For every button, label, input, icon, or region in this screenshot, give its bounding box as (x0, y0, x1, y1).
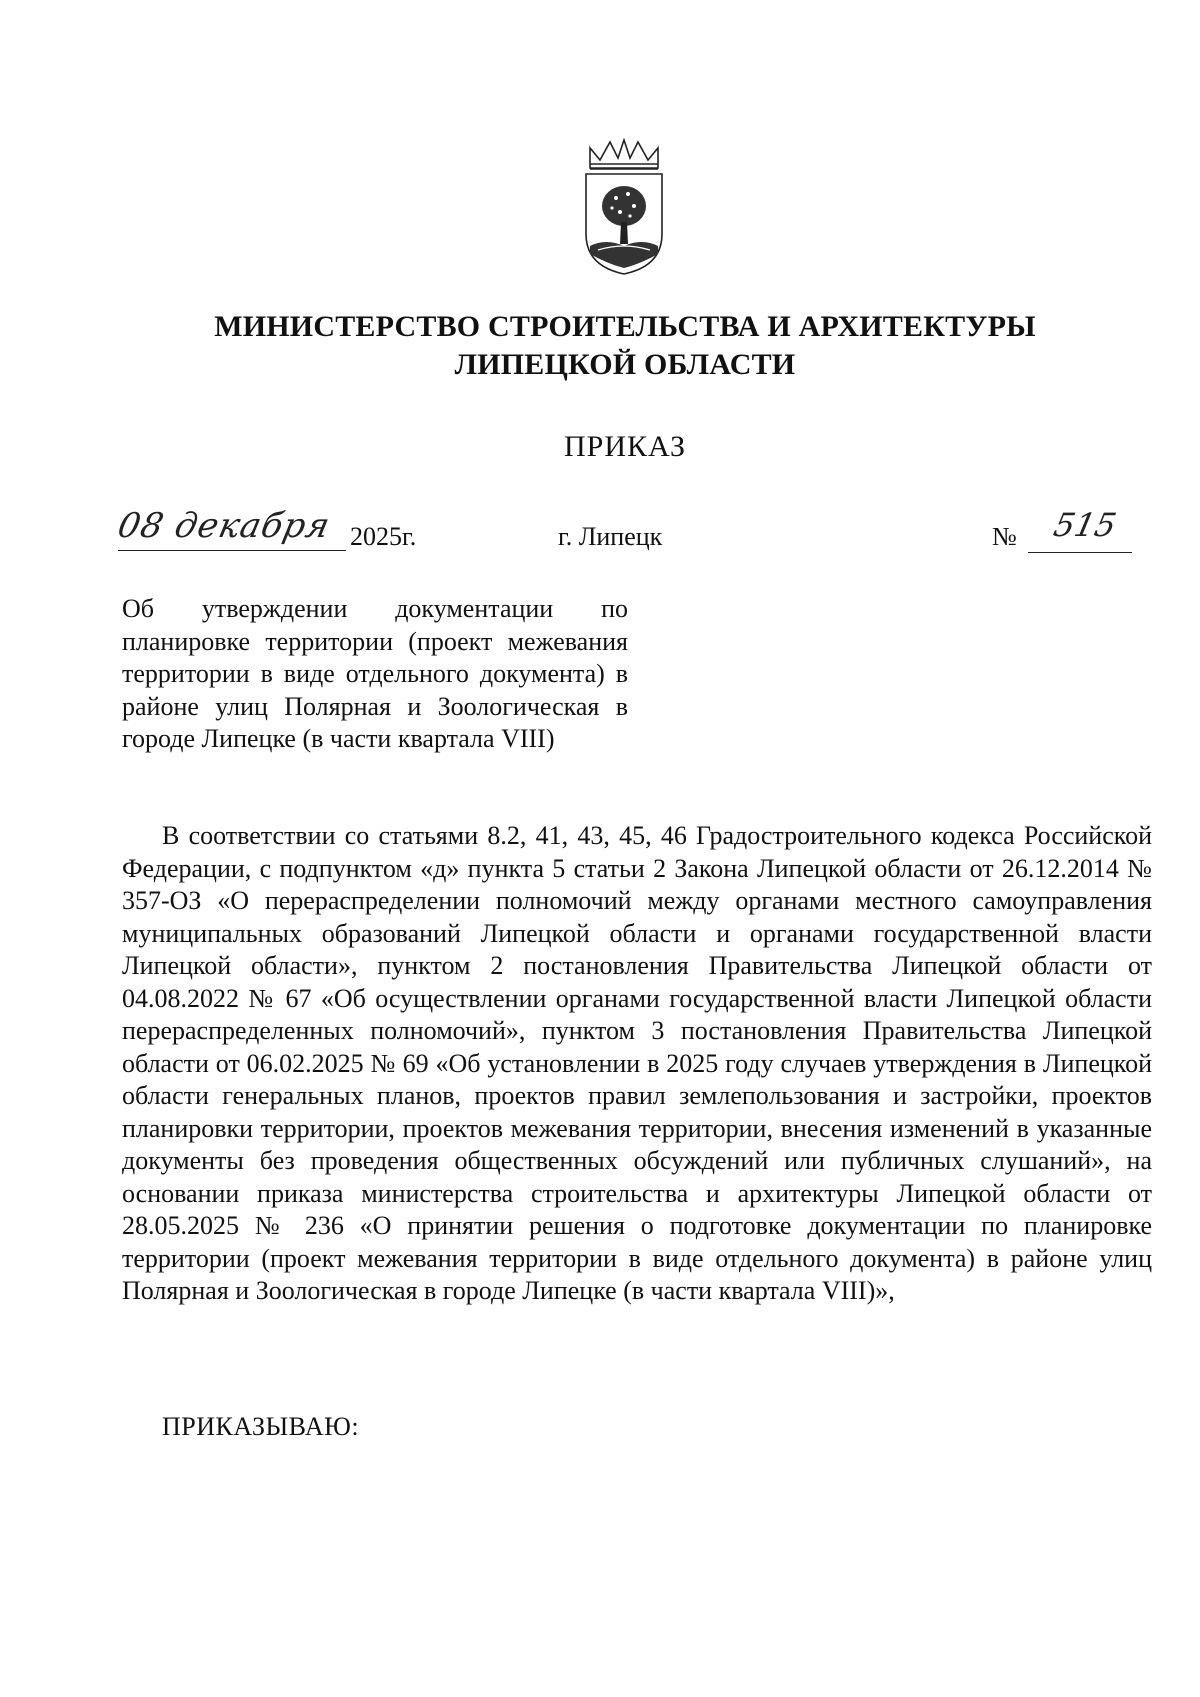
ministry-name (0, 308, 1200, 384)
number-underline (1028, 552, 1132, 553)
preamble-paragraph: В соответствии со статьями 8.2, 41, 43, 45, 46 Градостроительного кодекса Российской Федерации, с подпунктом «д» пункта 5 статьи 2 Закона Липецкой области от 26.12.2014 № 357-ОЗ «О перераспределении полномочий между органами местного самоуправления муниципальных образований Липецкой области и органами государственной власти Липецкой области», пунктом 2 постановления Правительства Липецкой области от 04.08.2022 № 67 «Об осуществлении органами государственной власти Липецкой области перераспределенных полномочий», пунктом 3 постановления Правительства Липецкой области от 06.02.2025 № 69 «Об установлении в 2025 году случаев утверждения в Липецкой области генеральных планов, проектов правил землепользования и застройки, проектов планировки территории, проектов межевания территории, внесения изменений в указанные документы без проведения общественных обсуждений или публичных слушаний», на основании приказа министерства строительства и архитектуры Липецкой области от 28.05.2025 № 236 «О принятии решения о подготовке документации по планировке территории (проект межевания территории в виде отдельного документа) в районе улиц Полярная и Зоологическая в городе Липецке (в части квартала VIII)», (122, 821, 1152, 1305)
lipetsk-coat-of-arms-icon (576, 138, 672, 278)
document-year: 2025г. (350, 522, 417, 551)
date-underline (118, 550, 346, 551)
handwritten-number: 515 (1050, 506, 1120, 544)
document-type: ПРИКАЗ (564, 430, 686, 463)
ministry-name-line2: ЛИПЕЦКОЙ ОБЛАСТИ (454, 348, 796, 381)
ministry-name-line1: МИНИСТЕРСТВО СТРОИТЕЛЬСТВА И АРХИТЕКТУРЫ (214, 310, 1036, 343)
number-label: № (992, 522, 1017, 551)
document-meta-row (0, 506, 1200, 572)
handwritten-date: 08 декабря (114, 506, 335, 546)
order-word: ПРИКАЗЫВАЮ: (162, 1412, 360, 1441)
document-city: г. Липецк (558, 522, 663, 551)
document-subject: Об утверждении документации по планировке территории (проект межевания территории в виде отдельного документа) в районе улиц Полярная и Зоологическая в городе Липецке (в части квартала VIII) (122, 594, 628, 753)
